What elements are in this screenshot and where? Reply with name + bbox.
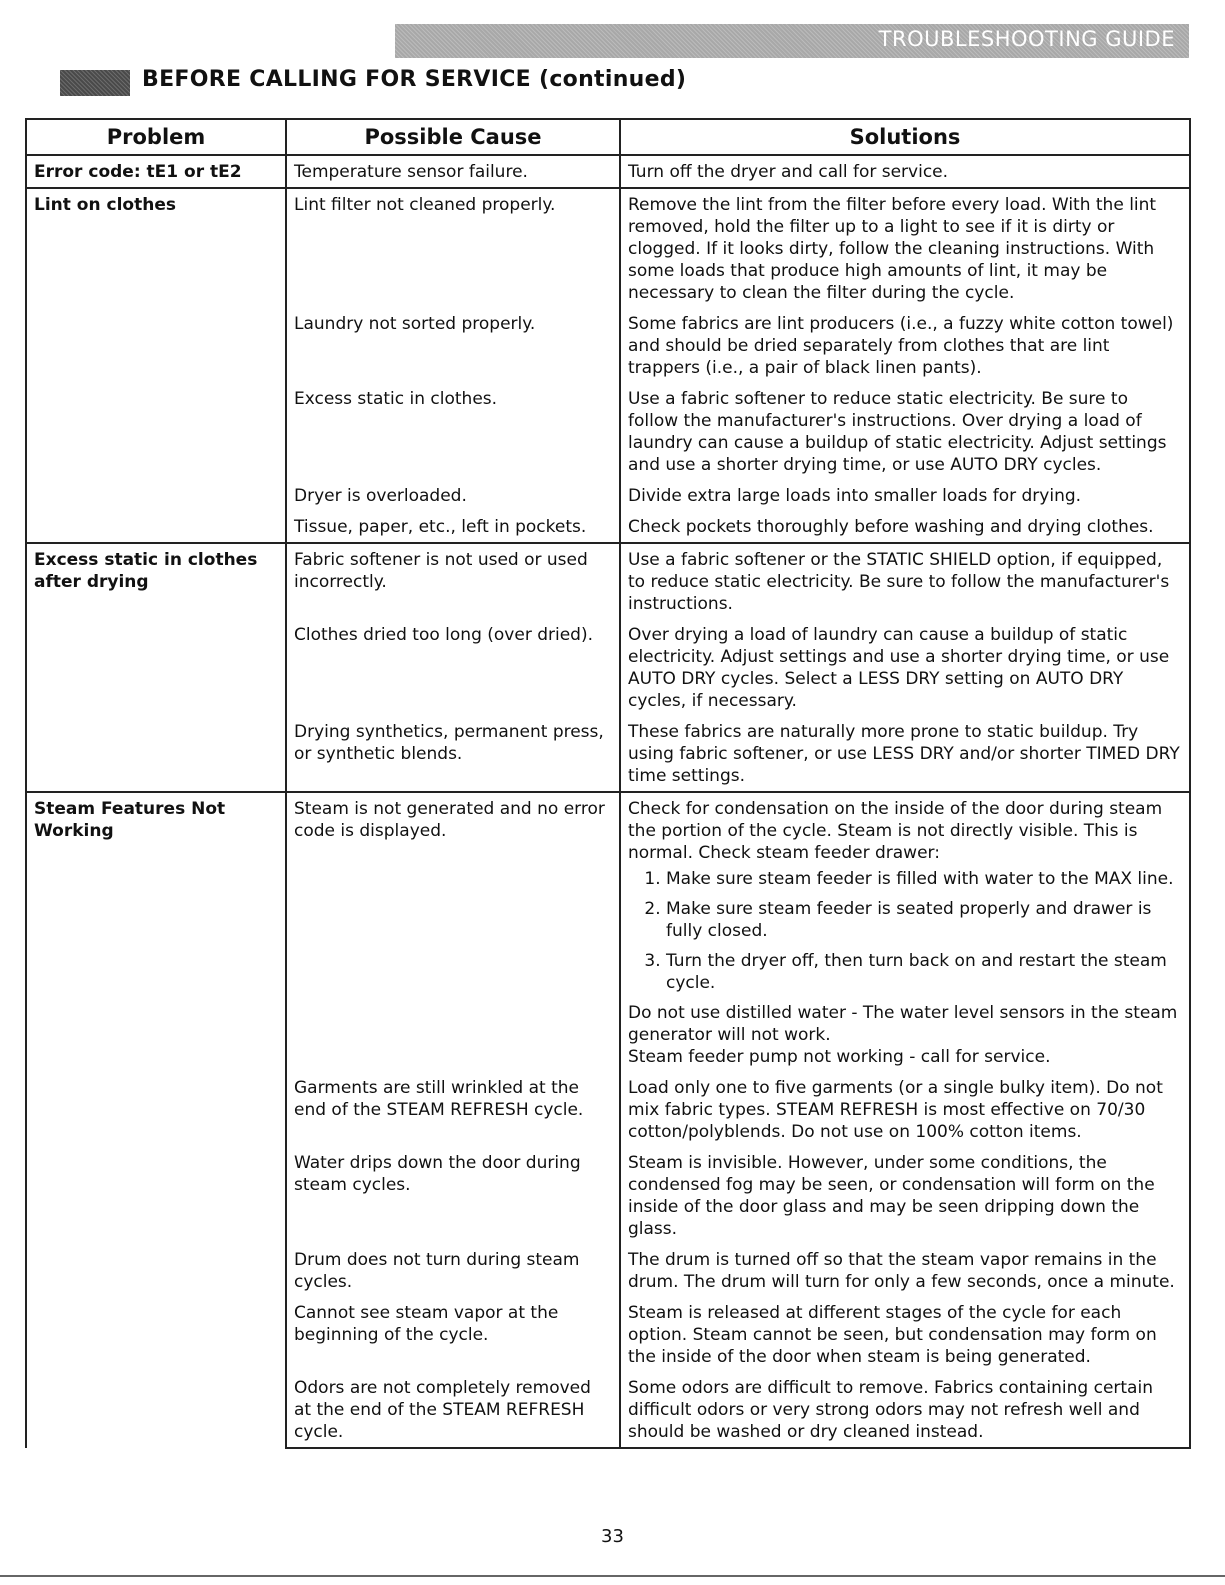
cause-cell: Odors are not completely removed at the end of the STEAM REFRESH cycle. <box>286 1372 620 1448</box>
problem-cell: Lint on clothes <box>26 188 286 543</box>
solution-cell: Turn off the dryer and call for service. <box>620 155 1190 188</box>
cause-cell: Water drips down the door during steam cycles. <box>286 1147 620 1244</box>
solution-intro: Check for condensation on the inside of the door during steam the portion of the cycle. Steam is not directly visible. This is normal. Check steam feeder drawer: <box>628 799 1163 863</box>
cause-cell: Tissue, paper, etc., left in pockets. <box>286 511 620 543</box>
banner-title: TROUBLESHOOTING GUIDE <box>878 27 1175 51</box>
section-banner <box>395 24 1189 58</box>
cause-cell: Drum does not turn during steam cycles. <box>286 1244 620 1297</box>
cause-cell: Garments are still wrinkled at the end of the STEAM REFRESH cycle. <box>286 1072 620 1147</box>
solution-cell: Remove the lint from the filter before every load. With the lint removed, hold the filter up to a light to see if it is dirty or clogged. If it looks dirty, follow the cleaning instructions. With some loads that produce high amounts of lint, it may be necessary to clean the filter during the cycle. <box>620 188 1190 308</box>
cause-cell: Clothes dried too long (over dried). <box>286 619 620 716</box>
solution-cell: Divide extra large loads into smaller loads for drying. <box>620 480 1190 511</box>
solution-cell: Some odors are difficult to remove. Fabrics containing certain difficult odors or very strong odors may not refresh well and should be washed or dry cleaned instead. <box>620 1372 1190 1448</box>
solution-cell: Some fabrics are lint producers (i.e., a fuzzy white cotton towel) and should be dried separately from clothes that are lint trappers (i.e., a pair of black linen pants). <box>620 308 1190 383</box>
solution-cell: Use a fabric softener or the STATIC SHIELD option, if equipped, to reduce static electricity. Be sure to follow the manufacturer's instructions. <box>620 543 1190 619</box>
solution-note: Steam feeder pump not working - call for service. <box>628 1047 1051 1067</box>
cause-cell: Temperature sensor failure. <box>286 155 620 188</box>
cause-cell: Steam is not generated and no error code is displayed. <box>286 792 620 1072</box>
solution-cell: Load only one to five garments (or a single bulky item). Do not mix fabric types. STEAM REFRESH is most effective on 70/30 cotton/polyblends. Do not use on 100% cotton items. <box>620 1072 1190 1147</box>
solution-cell: Steam is invisible. However, under some conditions, the condensed fog may be seen, or condensation will form on the inside of the door glass and may be seen dripping down the glass. <box>620 1147 1190 1244</box>
table-row <box>26 792 1190 1072</box>
column-header-cause: Possible Cause <box>286 119 620 155</box>
column-header-solutions: Solutions <box>620 119 1190 155</box>
cause-cell: Dryer is overloaded. <box>286 480 620 511</box>
page-number: 33 <box>601 1526 624 1547</box>
heading-marker <box>60 70 130 96</box>
problem-cell: Steam Features Not Working <box>26 792 286 1448</box>
list-item: 1. Make sure steam feeder is filled with water to the MAX line. <box>666 868 1182 890</box>
cause-cell: Excess static in clothes. <box>286 383 620 480</box>
solution-cell: Steam is released at different stages of the cycle for each option. Steam cannot be seen, but condensation may form on the inside of the door when steam is being generated. <box>620 1297 1190 1372</box>
cause-cell: Lint filter not cleaned properly. <box>286 188 620 308</box>
solution-cell <box>620 792 1190 1072</box>
cause-cell: Laundry not sorted properly. <box>286 308 620 383</box>
troubleshooting-table <box>25 118 1191 1449</box>
list-item: 3. Turn the dryer off, then turn back on and restart the steam cycle. <box>666 950 1182 994</box>
solution-cell: Use a fabric softener to reduce static electricity. Be sure to follow the manufacturer's instructions. Over drying a load of laundry can cause a buildup of static electricity. Adjust settings and use a shorter drying time, or use AUTO DRY cycles. <box>620 383 1190 480</box>
problem-cell: Error code: tE1 or tE2 <box>26 155 286 188</box>
bottom-divider <box>0 1575 1225 1577</box>
solution-note: Do not use distilled water - The water level sensors in the steam generator will not work. <box>628 1003 1178 1045</box>
solution-cell: The drum is turned off so that the steam vapor remains in the drum. The drum will turn for only a few seconds, once a minute. <box>620 1244 1190 1297</box>
table-header-row <box>26 119 1190 155</box>
solution-cell: Over drying a load of laundry can cause a buildup of static electricity. Adjust settings and use a shorter drying time, or use AUTO DRY cycles. Select a LESS DRY setting on AUTO DRY cycles, if necessary. <box>620 619 1190 716</box>
solution-cell: These fabrics are naturally more prone to static buildup. Try using fabric softener, or use LESS DRY and/or shorter TIMED DRY time settings. <box>620 716 1190 792</box>
column-header-problem: Problem <box>26 119 286 155</box>
table-row <box>26 543 1190 619</box>
table-row <box>26 188 1190 308</box>
solution-cell: Check pockets thoroughly before washing and drying clothes. <box>620 511 1190 543</box>
section-title: BEFORE CALLING FOR SERVICE (continued) <box>142 67 687 92</box>
problem-cell: Excess static in clothes after drying <box>26 543 286 792</box>
cause-cell: Fabric softener is not used or used incorrectly. <box>286 543 620 619</box>
cause-cell: Drying synthetics, permanent press, or synthetic blends. <box>286 716 620 792</box>
steps-list <box>628 868 1182 994</box>
table-row <box>26 155 1190 188</box>
list-item: 2. Make sure steam feeder is seated properly and drawer is fully closed. <box>666 898 1182 942</box>
cause-cell: Cannot see steam vapor at the beginning of the cycle. <box>286 1297 620 1372</box>
